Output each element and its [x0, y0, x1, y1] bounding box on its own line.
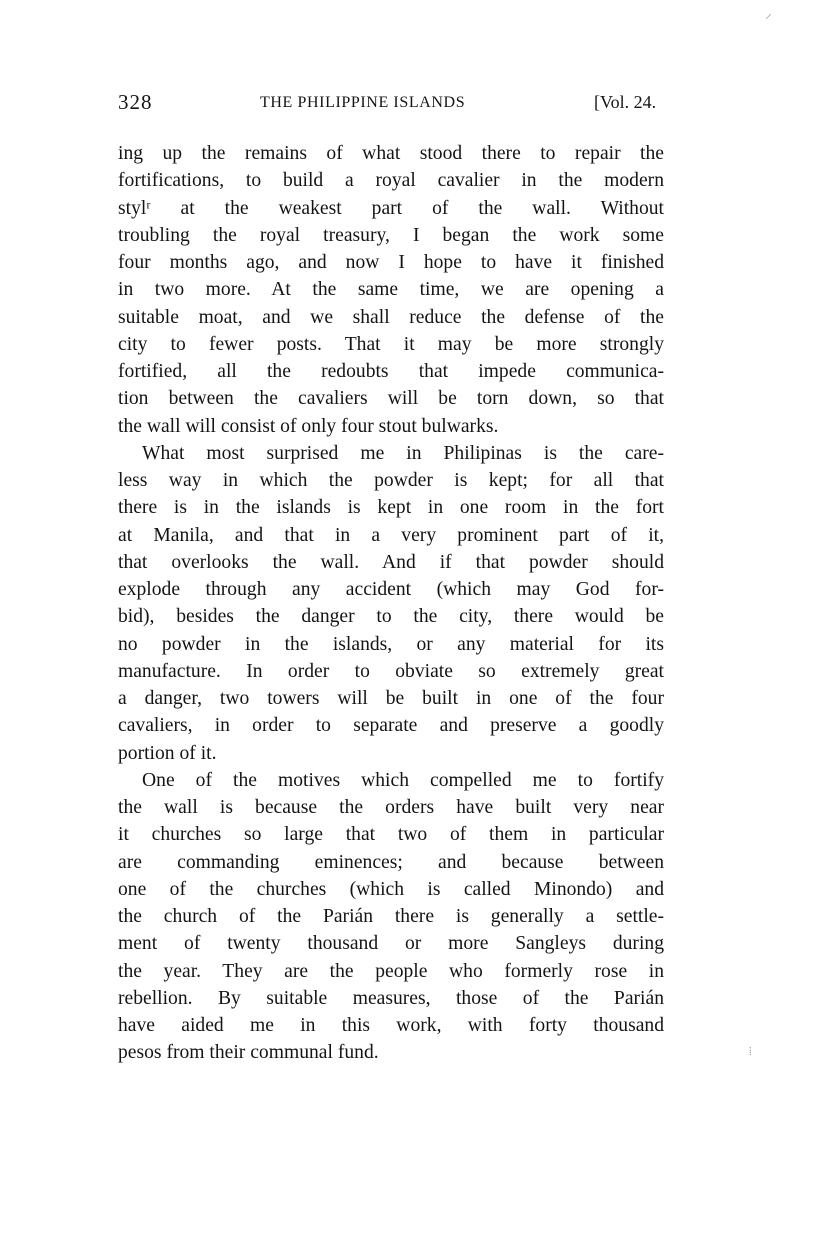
text-line: in two more. At the same time, we are opening a [118, 279, 664, 301]
text-line: no powder in the islands, or any material for its [118, 633, 664, 655]
text-line: that overlooks the wall. And if that powder should [118, 551, 664, 573]
text-line: at Manila, and that in a very prominent part of it, [118, 524, 664, 546]
text-line: the wall is because the orders have built very near [118, 797, 664, 818]
body-text [118, 140, 664, 1067]
text-line: suitable moat, and we shall reduce the defense of the [118, 306, 664, 328]
text-line: troubling the royal treasury, I began the work some [118, 224, 664, 246]
text-line: four months ago, and now I hope to have it finished [118, 252, 664, 273]
text-line: the wall will consist of only four stout bulwarks. [118, 415, 499, 437]
text-line: ing up the remains of what stood there to repair the [118, 143, 664, 164]
text-line: explode through any accident (which may God for- [118, 579, 664, 600]
page-number: 328 [118, 90, 153, 114]
text-line: are commanding eminences; and because between [118, 851, 664, 873]
running-title: THE PHILIPPINE ISLANDS [260, 94, 466, 111]
text-line: there is in the islands is kept in one room in the fort [118, 497, 664, 519]
text-line: less way in which the powder is kept; for all that [118, 470, 664, 491]
margin-speck: ⸝ [765, 7, 772, 22]
text-line: pesos from their communal fund. [118, 1042, 379, 1064]
text-line: it churches so large that two of them in particular [118, 824, 664, 846]
text-line: rebellion. By suitable measures, those of the Parián [118, 987, 664, 1009]
text-line: manufacture. In order to obviate so extremely great [118, 660, 664, 682]
margin-speck: ⁞ [748, 1044, 752, 1058]
text-line: the church of the Parián there is generally a settle- [118, 906, 664, 927]
page-header [118, 90, 678, 120]
text-line: a danger, two towers will be built in one of the four [118, 688, 664, 709]
text-line: stylʳ at the weakest part of the wall. Without [118, 197, 664, 219]
text-line: ment of twenty thousand or more Sangleys during [118, 933, 664, 955]
text-line: portion of it. [118, 742, 217, 764]
text-line: the year. They are the people who formerly rose in [118, 960, 664, 982]
text-line: What most surprised me in Philipinas is the care- [142, 442, 664, 464]
volume-label: [Vol. 24. [594, 92, 657, 112]
text-line: city to fewer posts. That it may be more strongly [118, 333, 664, 355]
text-line: bid), besides the danger to the city, there would be [118, 606, 664, 628]
text-line: have aided me in this work, with forty thousand [118, 1015, 664, 1036]
text-line: cavaliers, in order to separate and preserve a goodly [118, 715, 664, 737]
text-line: fortified, all the redoubts that impede communica- [118, 361, 664, 382]
text-line: fortifications, to build a royal cavalier in the modern [118, 170, 664, 192]
text-line: tion between the cavaliers will be torn down, so that [118, 388, 664, 410]
text-line: one of the churches (which is called Minondo) and [118, 878, 664, 900]
text-line: One of the motives which compelled me to fortify [142, 769, 664, 791]
